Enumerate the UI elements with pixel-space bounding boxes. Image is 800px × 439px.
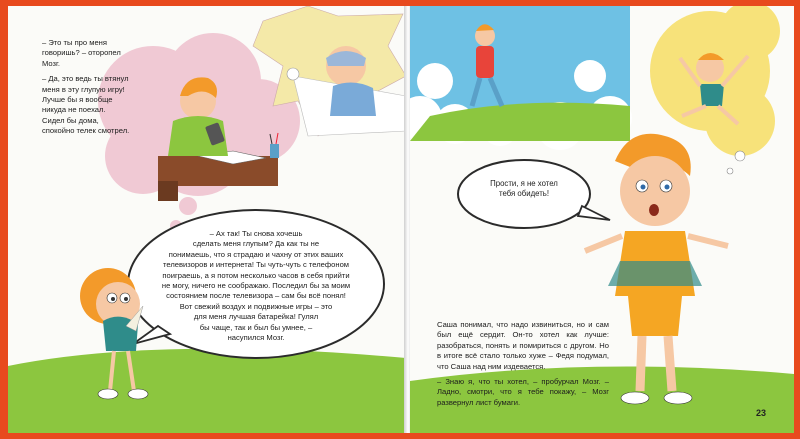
grass <box>8 349 406 433</box>
scene-walking-boy <box>410 6 632 150</box>
intro-text <box>42 38 130 142</box>
speech-line: бы чаще, так и был бы умнее, – <box>199 322 313 332</box>
page-number: 23 <box>756 408 767 418</box>
narration-text <box>437 320 609 413</box>
speech-line: – Ах так! Ты снова хочешь <box>209 229 303 238</box>
speech-line: тебя обидеть! <box>499 189 549 199</box>
intro-paragraph-2: – Да, это ведь ты втянул меня в эту глупую игру! Лучше бы я вообще никуда не поехал. Сидел бы дома, спокойно телек смотрел. <box>42 74 130 136</box>
right-page <box>410 6 794 433</box>
speech-line: не могу, ничего не соображаю. Последил бы за моим <box>161 281 351 291</box>
left-page <box>8 6 406 433</box>
narration-paragraph-1: Саша понимал, что надо извиниться, но и сам был ещё сердит. Он-то хотел как лучше: разобраться, понять и помириться с другом. Но в итоге всё стало только хуже – Федя подумал, что Саша над ним издевается. <box>437 320 609 371</box>
brain-speech-text <box>150 229 362 343</box>
speech-line: сделать меня глупым? Да как ты не <box>192 239 320 249</box>
speech-line: поиграешь, а я потом несколько часов в себя прийти <box>162 270 350 280</box>
speech-line: телевизоров и интернета! Ты чуть-чуть с телефоном <box>162 260 350 270</box>
intro-paragraph-1: – Это ты про меня говоришь? – оторопел Мозг. <box>42 38 121 68</box>
speech-line: для меня лучшая батарейка! Гулял <box>193 312 319 322</box>
speech-line: состоянием после телевизора – сам бы всё понял! <box>166 291 346 301</box>
speech-bubble-tail-right <box>578 206 610 220</box>
sasha-speech-text <box>470 179 578 200</box>
scene-jumping-boy <box>650 6 780 156</box>
speech-line: насупился Мозг. <box>227 333 285 343</box>
speech-line: Вот свежий воздух и подвижные игры – это <box>179 301 333 311</box>
narration-paragraph-2: – Знаю я, что ты хотел, – пробурчал Мозг. – Ладно, смотри, что я тебе покажу, – Мозг развернул лист бумаги. <box>437 377 609 407</box>
speech-line: Прости, я не хотел <box>490 179 558 188</box>
speech-line: понимаешь, что я страдаю и чахну от этих ваших <box>168 249 344 259</box>
